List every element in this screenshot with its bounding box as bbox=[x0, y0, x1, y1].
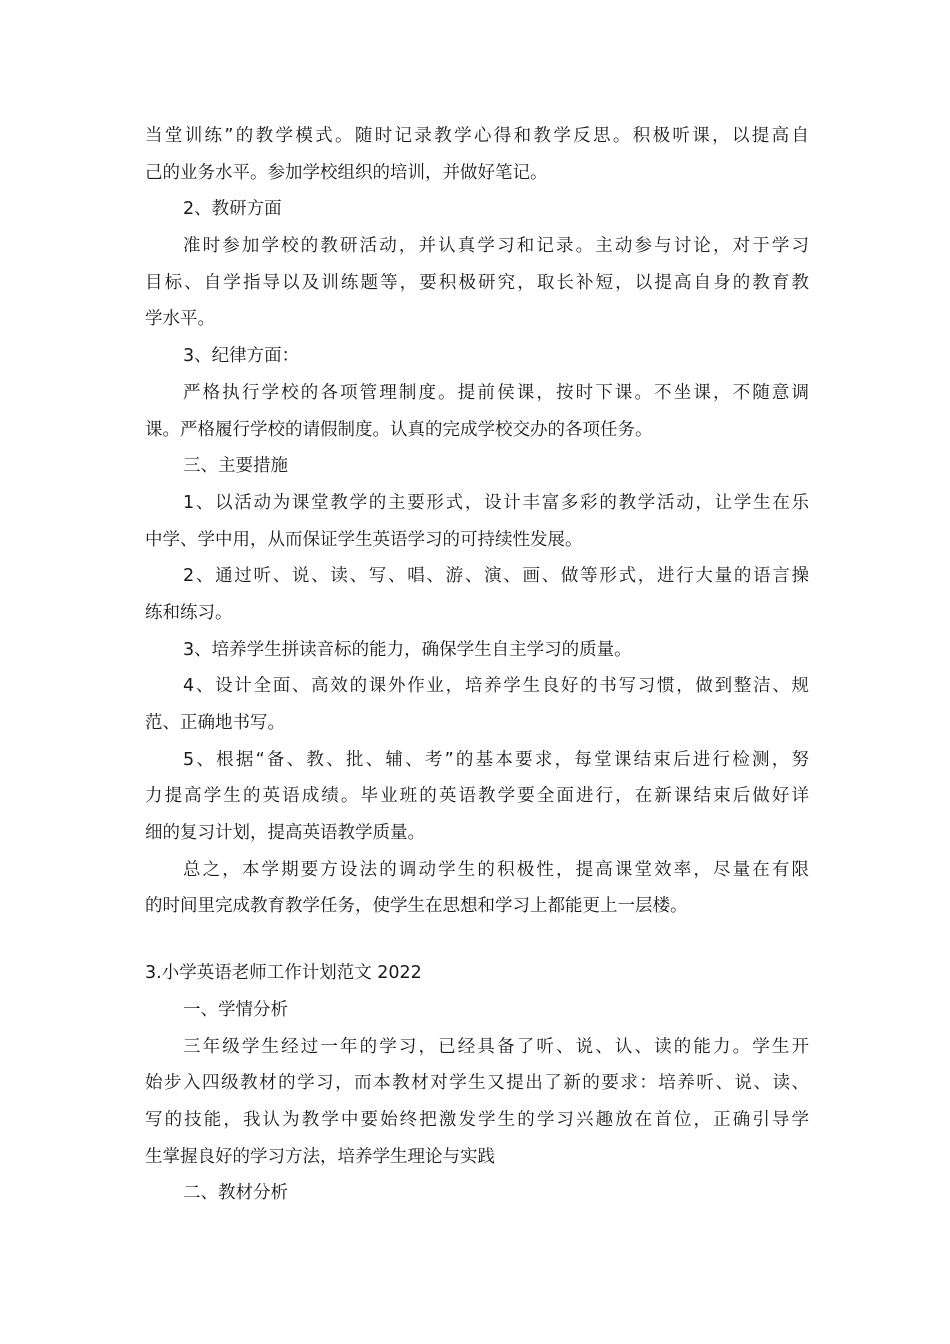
section-heading-main-measures: 三、主要措施 bbox=[183, 456, 288, 477]
measure-line: 2、通过听、说、读、写、唱、游、演、画、做等形式，进行大量的语言操 bbox=[183, 566, 809, 587]
measure-line: 4、设计全面、高效的课外作业，培养学生良好的书写习惯，做到整洁、规 bbox=[183, 676, 809, 697]
measure-line: 1、以活动为课堂教学的主要形式，设计丰富多彩的教学活动，让学生在乐 bbox=[183, 492, 809, 513]
section-heading-student-analysis: 一、学情分析 bbox=[183, 999, 288, 1020]
paragraph-line: 学水平。 bbox=[145, 309, 215, 330]
summary-line: 的时间里完成教育教学任务，使学生在思想和学习上都能更上一层楼。 bbox=[145, 896, 688, 917]
summary-line: 总之，本学期要方设法的调动学生的积极性，提高课堂效率，尽量在有限 bbox=[183, 859, 809, 880]
paragraph-line: 当堂训练”的教学模式。随时记录教学心得和教学反思。积极听课，以提高自 bbox=[145, 126, 809, 146]
paragraph-line: 生掌握良好的学习方法，培养学生理论与实践 bbox=[145, 1146, 495, 1167]
measure-line: 3、培养学生拼读音标的能力，确保学生自主学习的质量。 bbox=[183, 639, 632, 660]
article-title: 3.小学英语老师工作计划范文 2022 bbox=[145, 963, 422, 984]
subsection-heading-discipline: 3、纪律方面： bbox=[183, 346, 300, 367]
paragraph-line: 始步入四级教材的学习，而本教材对学生又提出了新的要求：培养听、说、读、 bbox=[145, 1073, 809, 1094]
subsection-heading-teaching-research: 2、教研方面 bbox=[183, 199, 282, 220]
measure-line: 中学、学中用，从而保证学生英语学习的可持续性发展。 bbox=[145, 529, 583, 550]
paragraph-line: 严格执行学校的各项管理制度。提前侯课，按时下课。不坐课，不随意调 bbox=[183, 382, 809, 403]
paragraph-line: 目标、自学指导以及训练题等，要积极研究，取长补短，以提高自身的教育教 bbox=[145, 272, 809, 293]
document-body bbox=[145, 118, 809, 1212]
measure-line: 力提高学生的英语成绩。毕业班的英语教学要全面进行，在新课结束后做好详 bbox=[145, 786, 809, 807]
paragraph-line: 课。严格履行学校的请假制度。认真的完成学校交办的各项任务。 bbox=[145, 419, 653, 440]
paragraph-line: 三年级学生经过一年的学习，已经具备了听、说、认、读的能力。学生开 bbox=[183, 1036, 809, 1057]
section-heading-textbook-analysis: 二、教材分析 bbox=[183, 1183, 288, 1204]
measure-line: 细的复习计划，提高英语教学质量。 bbox=[145, 823, 425, 844]
paragraph-line: 己的业务水平。参加学校组织的培训，并做好笔记。 bbox=[145, 162, 548, 183]
measure-line: 5、根据“备、教、批、辅、考”的基本要求，每堂课结束后进行检测，努 bbox=[183, 749, 809, 770]
measure-line: 练和练习。 bbox=[145, 602, 233, 623]
spacer bbox=[145, 925, 809, 955]
paragraph-line: 写的技能，我认为教学中要始终把激发学生的学习兴趣放在首位，正确引导学 bbox=[145, 1109, 809, 1130]
measure-line: 范、正确地书写。 bbox=[145, 713, 285, 733]
paragraph-line: 准时参加学校的教研活动，并认真学习和记录。主动参与讨论，对于学习 bbox=[183, 236, 809, 257]
